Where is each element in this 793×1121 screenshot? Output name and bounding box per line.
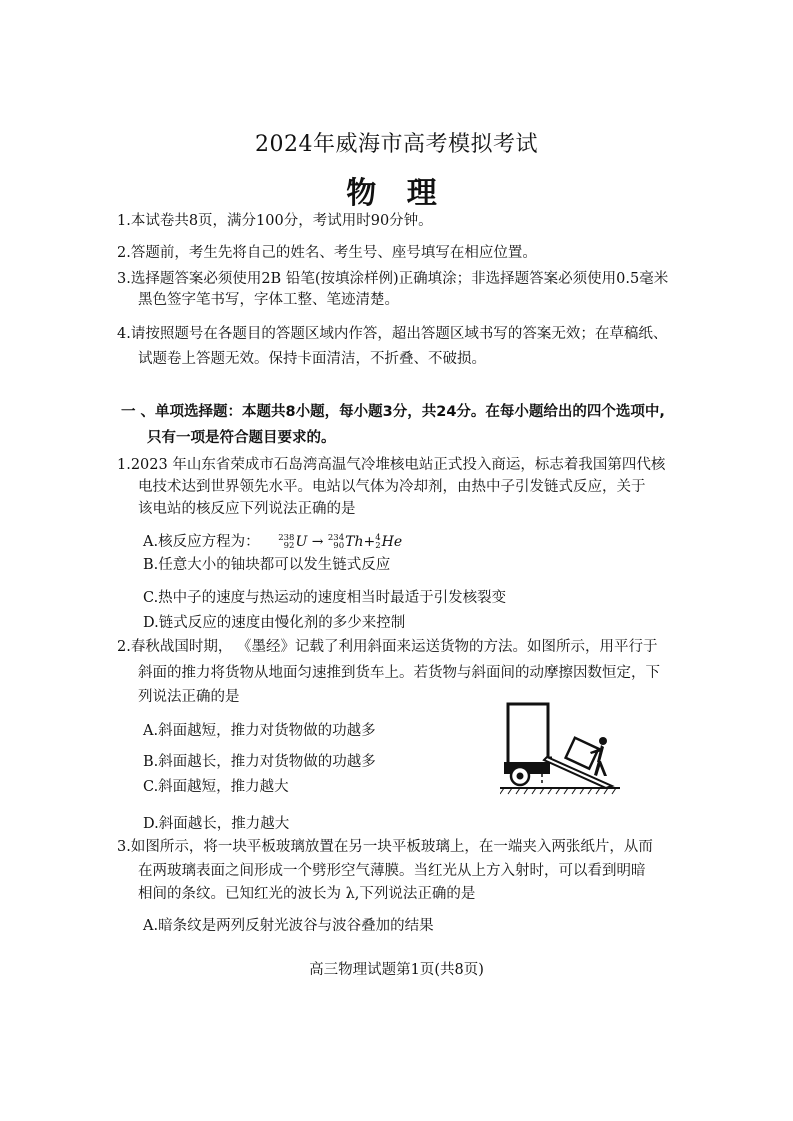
q1-stem-2: 电技术达到世界领先水平。电站以气体为冷却剂，由热中子引发链式反应，关于 <box>138 479 646 495</box>
q2-stem-2: 斜面的推力将货物从地面匀速推到货车上。若货物与斜面间的动摩擦因数恒定，下 <box>138 665 660 681</box>
instruction-3: 3.选择题答案必须使用2B 铅笔(按填涂样例)正确填涂；非选择题答案必须使用0.5毫米 <box>117 271 669 287</box>
page-footer: 高三物理试题第1页(共8页) <box>309 962 484 978</box>
he-isotope-numbers: 4 2 <box>375 533 381 551</box>
q1-option-c[interactable]: C.热中子的速度与热运动的速度相当时最适于引发核裂变 <box>143 590 507 606</box>
truck-body <box>508 704 548 770</box>
q2-option-a[interactable]: A.斜面越短，推力对货物做的功越多 <box>143 723 376 739</box>
q1-option-b[interactable]: B.任意大小的铀块都可以发生链式反应 <box>143 557 391 573</box>
reaction-arrow: → <box>311 534 324 550</box>
u-symbol: U <box>295 534 308 550</box>
wheel-hub <box>517 773 524 780</box>
he-symbol: He <box>381 534 403 550</box>
q2-option-d[interactable]: D.斜面越长，推力越大 <box>143 816 290 832</box>
q3-stem-3: 相间的条纹。已知红光的波长为 λ,下列说法正确的是 <box>138 886 476 902</box>
q2-stem-3: 列说法正确的是 <box>138 689 240 705</box>
subject-heading: 物 理 <box>346 176 447 211</box>
plus-sign: + <box>363 534 376 550</box>
q3-option-a[interactable]: A.暗条纹是两列反射光波谷与波谷叠加的结果 <box>143 918 434 934</box>
instruction-3-cont: 黑色签字笔书写，字体工整、笔迹清楚。 <box>138 292 399 308</box>
q2-option-c[interactable]: C.斜面越短，推力越大 <box>143 779 289 795</box>
q1-stem-1: 1.2023 年山东省荣成市石岛湾高温气冷堆核电站正式投入商运，标志着我国第四代核 <box>117 457 666 473</box>
section-heading: 一 、单项选择题：本题共8小题，每小题3分，共24分。在每小题给出的四个选项中, <box>121 404 665 420</box>
th-isotope-numbers: 234 90 <box>327 533 345 551</box>
exam-title: 2024年威海市高考模拟考试 <box>255 132 538 157</box>
th-symbol: Th <box>345 534 364 550</box>
q3-stem-2: 在两玻璃表面之间形成一个劈形空气薄膜。当红光从上方入射时，可以看到明暗 <box>138 863 646 879</box>
q2-option-b[interactable]: B.斜面越长，推力对货物做的功越多 <box>143 754 376 770</box>
q1-stem-3: 该电站的核反应下列说法正确的是 <box>138 501 356 517</box>
q1-option-a[interactable] <box>143 530 402 551</box>
q2-stem-1: 2.春秋战国时期， 《墨经》记载了利用斜面来运送货物的方法。如图所示，用平行于 <box>117 639 658 655</box>
q1-option-d[interactable]: D.链式反应的速度由慢化剂的多少来控制 <box>143 615 406 631</box>
instruction-4: 4.请按照题号在各题目的答题区域内作答，超出答题区域书写的答案无效；在草稿纸、 <box>117 326 668 342</box>
q1-option-a-label: A.核反应方程为： <box>143 534 260 550</box>
incline-truck-figure <box>500 700 620 796</box>
instruction-4-cont: 试题卷上答题无效。保持卡面清洁，不折叠、不破损。 <box>138 351 486 367</box>
q3-stem-1: 3.如图所示，将一块平板玻璃放置在另一块平板玻璃上，在一端夹入两张纸片，从而 <box>117 839 653 855</box>
instruction-2: 2.答题前，考生先将自己的姓名、考生号、座号填写在相应位置。 <box>117 245 537 261</box>
instruction-1: 1.本试卷共8页，满分100分，考试用时90分钟。 <box>117 213 433 229</box>
nuclear-equation <box>278 534 402 550</box>
section-heading-cont: 只有一项是符合题目要求的。 <box>147 430 336 446</box>
u-isotope-numbers: 238 92 <box>278 533 295 551</box>
